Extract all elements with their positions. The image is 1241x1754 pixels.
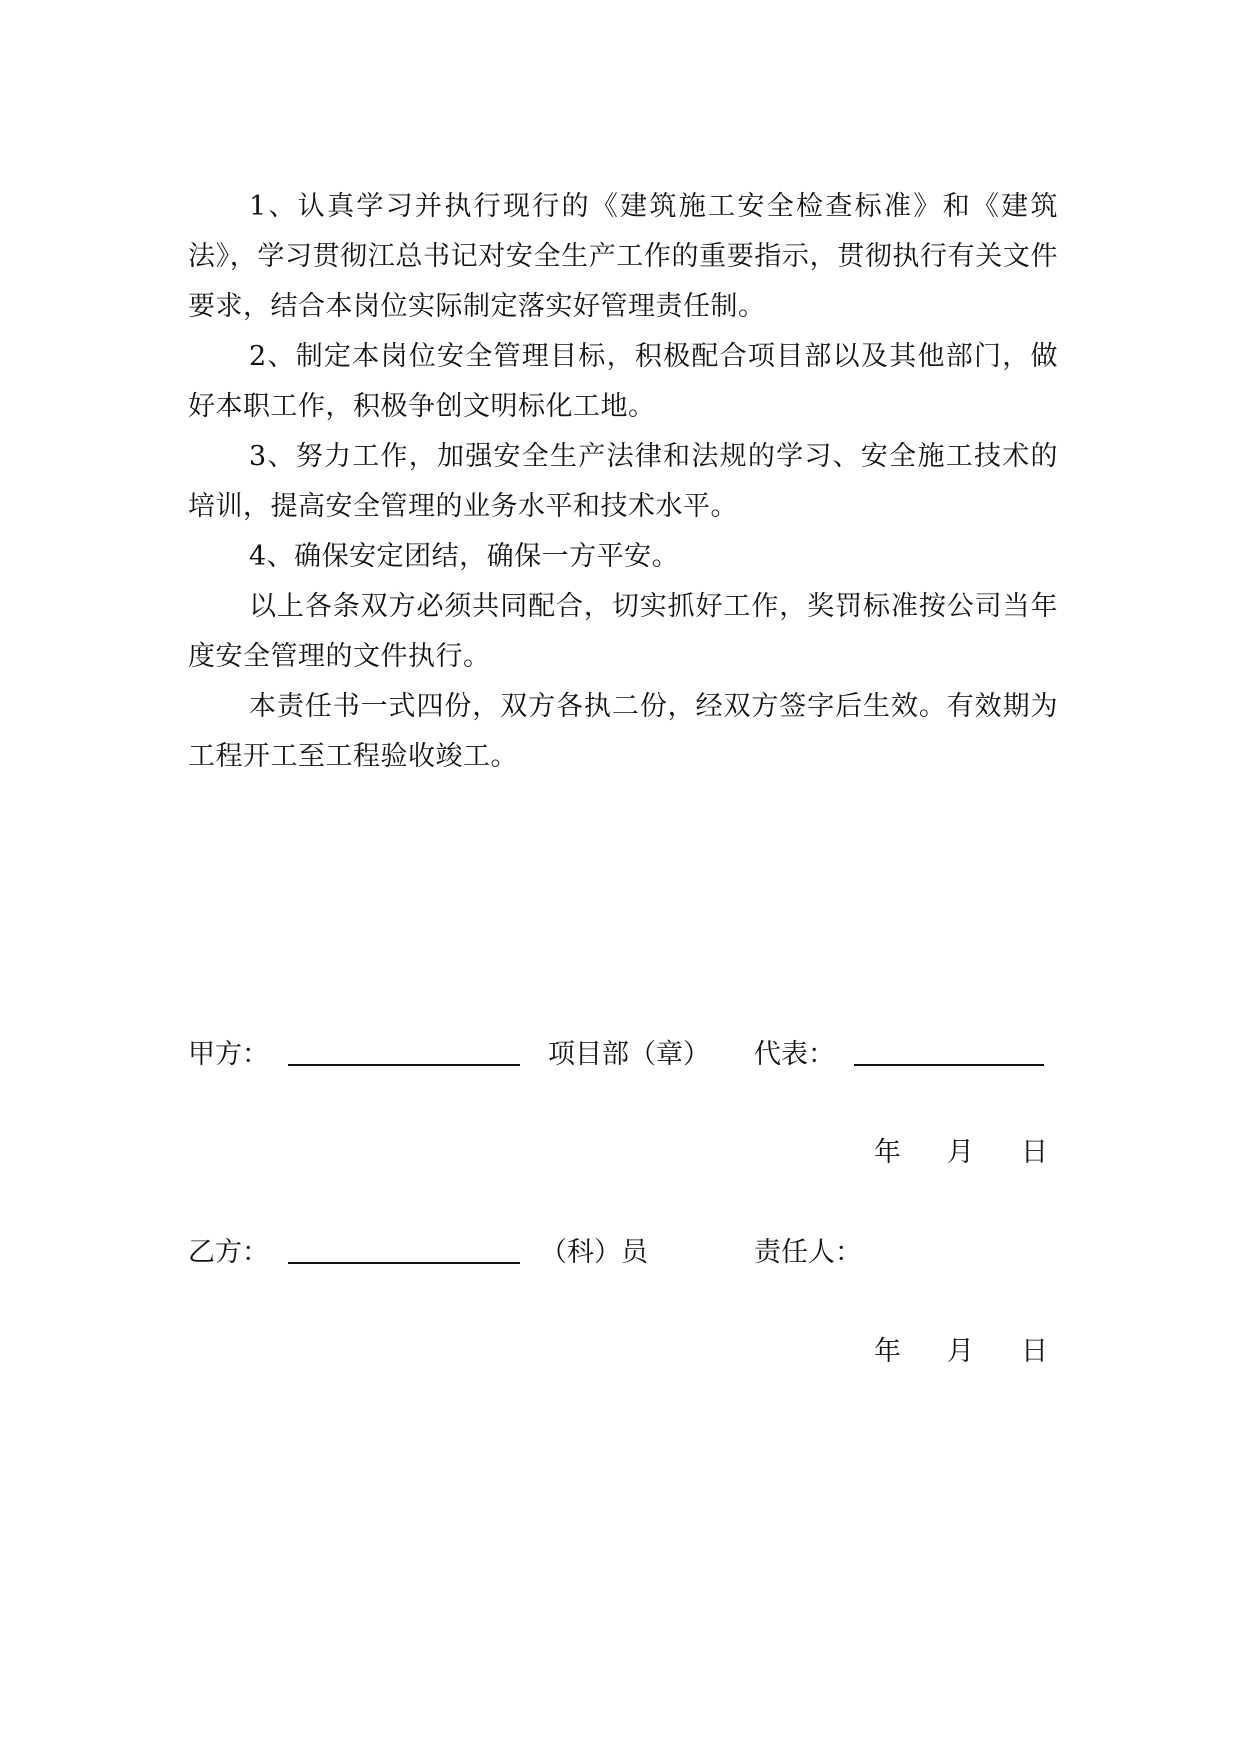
party-a-rep-signature-line[interactable] (854, 1064, 1044, 1066)
clause-1: 1、认真学习并执行现行的《建筑施工安全检查标准》和《建筑法》，学习贯彻江总书记对安全生产工作的重要指示，贯彻执行有关文件要求，结合本岗位实际制定落实好管理责任制。 (188, 191, 1058, 322)
clause-3: 3、努力工作，加强安全生产法律和法规的学习、安全施工技术的培训，提高安全管理的业务水平和技术水平。 (188, 441, 1058, 522)
party-b-label: 乙方： (188, 1237, 269, 1268)
clause-2: 2、制定本岗位安全管理目标，积极配合项目部以及其他部门，做好本职工作，积极争创文明标化工地。 (188, 341, 1058, 422)
party-a-rep-label: 代表： (754, 1039, 835, 1070)
party-a-label: 甲方： (188, 1039, 269, 1070)
date-day-label: 日 (1021, 1336, 1048, 1367)
party-a-signature-line[interactable] (288, 1064, 520, 1066)
date-year-label: 年 (874, 1336, 901, 1367)
cooperation-clause: 以上各条双方必须共同配合，切实抓好工作，奖罚标准按公司当年度安全管理的文件执行。 (188, 591, 1058, 672)
party-a-dept-label: 项目部（章） (548, 1039, 710, 1070)
date-year-label: 年 (874, 1137, 901, 1168)
date-month-label: 月 (947, 1137, 974, 1168)
party-b-dept-label: （科）员 (540, 1237, 648, 1268)
party-b-rep-label: 责任人： (754, 1237, 862, 1268)
validity-clause: 本责任书一式四份，双方各执二份，经双方签字后生效。有效期为工程开工至工程验收竣工。 (188, 691, 1058, 772)
date-day-label: 日 (1021, 1137, 1048, 1168)
party-b-signature-line[interactable] (288, 1262, 520, 1264)
agreement-body (188, 182, 1058, 782)
clause-4: 4、确保安定团结，确保一方平安。 (249, 541, 680, 572)
date-month-label: 月 (947, 1336, 974, 1367)
